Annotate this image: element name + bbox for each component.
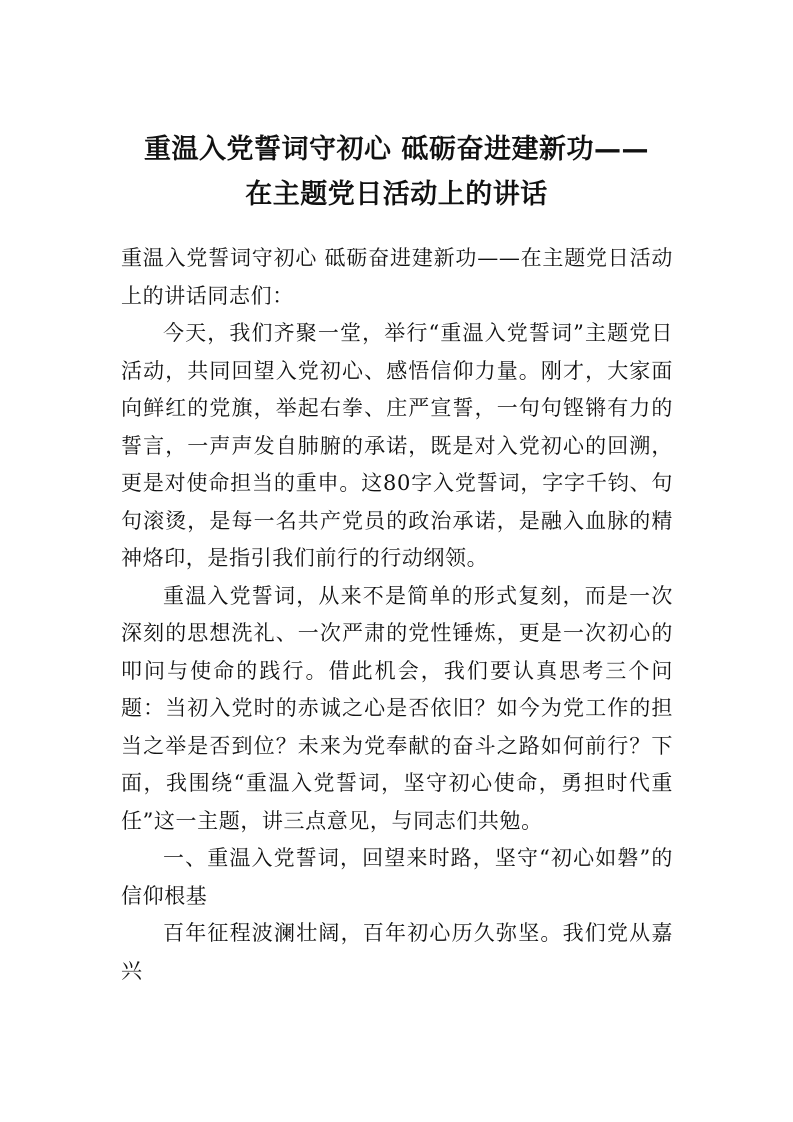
body-paragraph: 百年征程波澜壮阔，百年初心历久弥坚。我们党从嘉兴 [121,921,673,983]
section-heading: 一、重温入党誓词，回望来时路，坚守“初心如磐”的信仰根基 [121,846,673,908]
body-paragraph: 重温入党誓词，从来不是简单的形式复刻，而是一次深刻的思想洗礼、一次严肃的党性锤炼，更是一次初心的叩问与使命的践行。借此机会，我们要认真思考三个问题：当初入党时的赤诚之心是否依旧？如今为党工作的担当之举是否到位？未来为党奉献的奋斗之路如何前行？下面，我围绕“重温入党誓词，坚守初心使命，勇担时代重任”这一主题，讲三点意见，与同志们共勉。 [121,583,673,833]
body-paragraph: 今天，我们齐聚一堂，举行“重温入党誓词”主题党日活动，共同回望入党初心、感悟信仰力量。刚才，大家面向鲜红的党旗，举起右拳、庄严宣誓，一句句铿锵有力的誓言，一声声发自肺腑的承诺，既是对入党初心的回溯，更是对使命担当的重申。这80字入党誓词，字字千钧、句句滚烫，是每一名共产党员的政治承诺，是融入血脉的精神烙印，是指引我们前行的行动纲领。 [121,321,673,570]
opening-paragraph: 重温入党誓词守初心 砥砺奋进建新功——在主题党日活动上的讲话同志们： [121,246,673,308]
document-title-line-1: 重温入党誓词守初心 砥砺奋进建新功—— [144,134,649,165]
document-title-line-2: 在主题党日活动上的讲话 [245,179,548,210]
document-body [121,240,673,990]
